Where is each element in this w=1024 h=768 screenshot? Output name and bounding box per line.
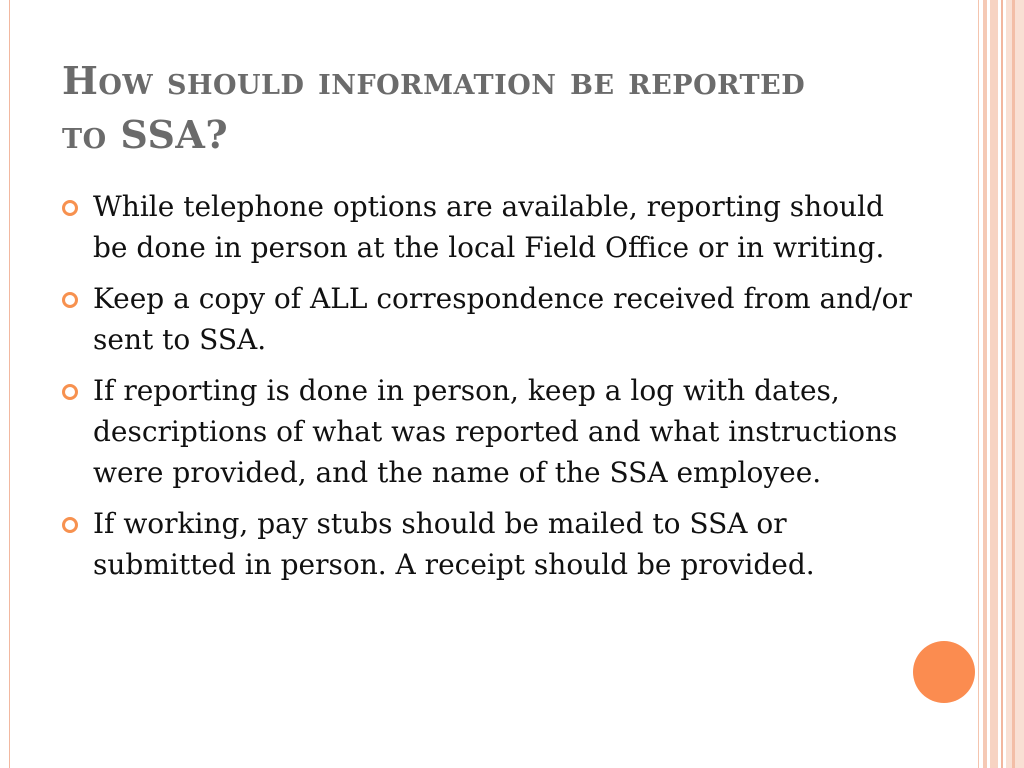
decorative-stripe (990, 0, 998, 768)
bullet-text: While telephone options are available, reporting should be done in person at the local Field Office or in writing. (93, 190, 885, 264)
circle-bullet-icon (62, 517, 78, 533)
bullet-text: If reporting is done in person, keep a log with dates, descriptions of what was reported and what instructions were provided, and the name of the SSA employee. (93, 374, 898, 489)
circle-bullet-icon (62, 292, 78, 308)
bullet-item (62, 278, 922, 360)
circle-bullet-icon (62, 200, 78, 216)
bullet-item (62, 370, 922, 493)
circle-bullet-icon (62, 384, 78, 400)
decorative-orange-circle (913, 641, 975, 703)
slide-title (62, 54, 942, 162)
decorative-stripe (978, 0, 979, 768)
decorative-stripe (1012, 0, 1015, 768)
bullet-text: If working, pay stubs should be mailed to SSA or submitted in person. A receipt should be provided. (93, 507, 815, 581)
decorative-stripe (1001, 0, 1003, 768)
bullet-text: Keep a copy of ALL correspondence received from and/or sent to SSA. (93, 282, 912, 356)
bullet-list (62, 186, 922, 595)
left-border-line (9, 0, 10, 768)
bullet-item (62, 503, 922, 585)
decorative-stripe (983, 0, 987, 768)
slide-title-line: to SSA? (62, 112, 229, 157)
slide-title-line: How should information be reported (62, 58, 806, 103)
bullet-item (62, 186, 922, 268)
decorative-stripe (1006, 0, 1024, 768)
